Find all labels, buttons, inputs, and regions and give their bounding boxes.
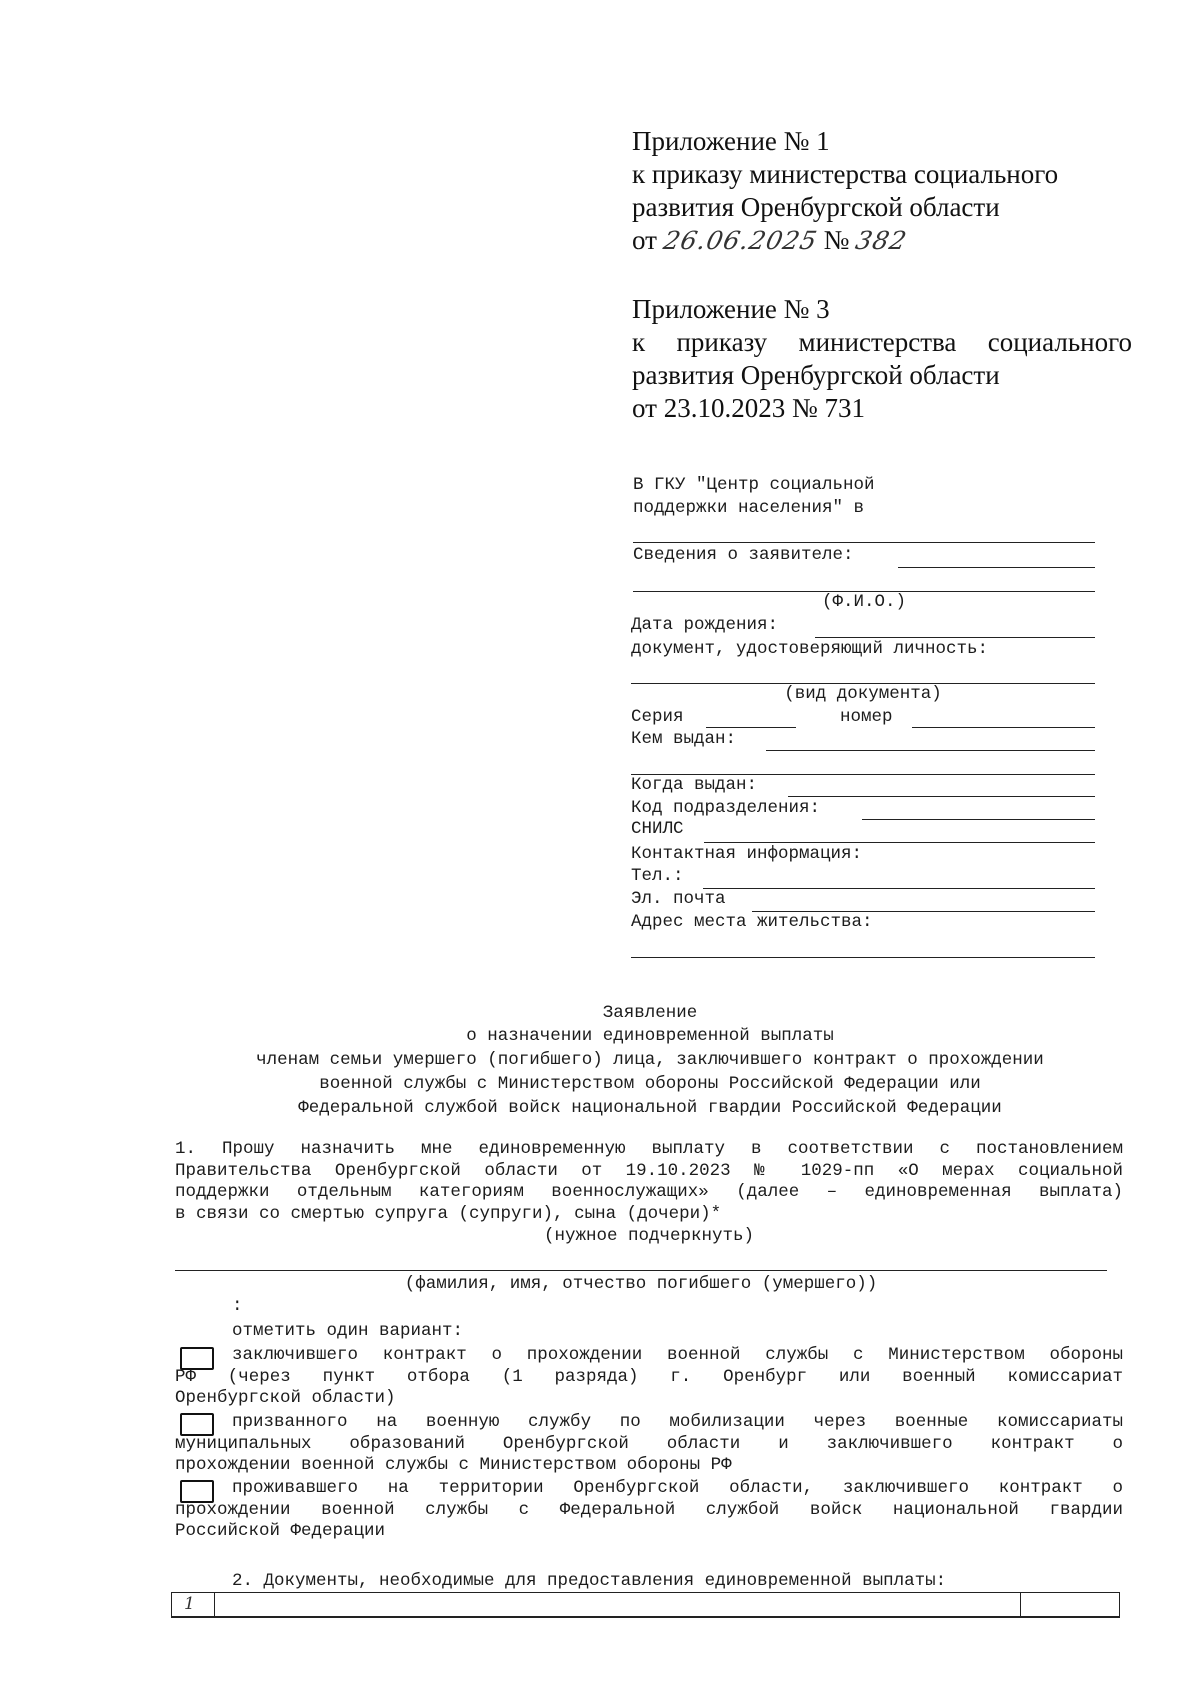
appendix-3-line2: к приказу министерства социального bbox=[632, 327, 1132, 357]
applicant-info-field[interactable] bbox=[898, 567, 1095, 568]
option-3-line: Российской Федерации bbox=[175, 1521, 386, 1541]
appendix-1-date-handwritten: 26.06.2025 bbox=[660, 226, 820, 255]
address-field[interactable] bbox=[631, 957, 1095, 958]
address-label: Адрес места жительства: bbox=[631, 912, 873, 932]
doc-type-caption: (вид документа) bbox=[784, 684, 942, 704]
option-1-line: заключившего контракт о прохождении военной службы с Министерством обороны bbox=[232, 1345, 1123, 1365]
option-3-text bbox=[175, 1478, 1123, 1543]
snils-label: СНИЛС bbox=[631, 819, 684, 839]
item-2-heading: 2. Документы, необходимые для предоставления единовременной выплаты: bbox=[232, 1571, 947, 1591]
appendix-1-no: № bbox=[823, 225, 850, 255]
appendix-1-title: Приложение № 1 bbox=[632, 126, 830, 156]
series-label: Серия bbox=[631, 707, 684, 727]
issued-by-field[interactable] bbox=[766, 750, 1095, 751]
fio-caption: (Ф.И.О.) bbox=[821, 592, 906, 612]
number-label: номер bbox=[840, 707, 893, 727]
item-1-line: поддержки отдельным категориям военнослужащих» (далее – единовременная выплата) bbox=[175, 1182, 1123, 1202]
statement-subtitle-2: членам семьи умершего (погибшего) лица, заключившего контракт о прохождении bbox=[256, 1050, 1044, 1070]
appendix-1-date-line bbox=[632, 224, 1058, 257]
recipient-line2: поддержки населения" в bbox=[633, 498, 865, 518]
documents-table-row-number: 1 bbox=[184, 1594, 195, 1614]
option-3-line: прохождении военной службы с Федеральной службой войск национальной гвардии bbox=[175, 1499, 1123, 1520]
issued-by-label: Кем выдан: bbox=[631, 729, 737, 749]
choose-one-label: отметить один вариант: bbox=[232, 1321, 464, 1341]
documents-table-mark-cell[interactable] bbox=[1020, 1593, 1119, 1616]
option-1-line: Оренбургской области) bbox=[175, 1388, 396, 1408]
documents-table-num-cell bbox=[172, 1593, 215, 1616]
documents-table bbox=[171, 1592, 1120, 1618]
statement-subtitle-1: о назначении единовременной выплаты bbox=[466, 1026, 834, 1046]
issued-when-field[interactable] bbox=[788, 796, 1095, 797]
option-2-line: призванного на военную службу по мобилизации через военные комиссариаты bbox=[232, 1412, 1123, 1432]
recipient-underline[interactable] bbox=[633, 542, 1095, 543]
division-code-label: Код подразделения: bbox=[631, 798, 821, 818]
contact-info-label: Контактная информация: bbox=[631, 844, 863, 864]
appendix-1-number-handwritten: 382 bbox=[853, 226, 910, 255]
appendix-1-block bbox=[632, 125, 1058, 257]
phone-field[interactable] bbox=[703, 888, 1095, 889]
appendix-1-line3: развития Оренбургской области bbox=[632, 192, 1000, 222]
appendix-1-line2: к приказу министерства социального bbox=[632, 159, 1059, 189]
underline-note: (нужное подчеркнуть) bbox=[543, 1226, 755, 1246]
birth-date-label: Дата рождения: bbox=[631, 615, 779, 635]
appendix-1-from: от bbox=[632, 225, 657, 255]
option-2-line: муниципальных образований Оренбургской области и заключившего контракт о bbox=[175, 1433, 1123, 1454]
colon-mark: : bbox=[232, 1296, 243, 1316]
item-1-line: 1. Прошу назначить мне единовременную выплату в соответствии с постановлением bbox=[175, 1139, 1123, 1159]
deceased-caption: (фамилия, имя, отчество погибшего (умершего)) bbox=[404, 1274, 878, 1294]
item-1-paragraph bbox=[175, 1139, 1123, 1225]
applicant-info-label: Сведения о заявителе: bbox=[633, 545, 854, 565]
statement-subtitle-3: военной службы с Министерством обороны Российской Федерации или bbox=[319, 1074, 981, 1094]
statement-title: Заявление bbox=[602, 1003, 698, 1023]
number-field[interactable] bbox=[912, 727, 1095, 728]
option-2-line: прохождении военной службы с Министерством обороны РФ bbox=[175, 1455, 732, 1475]
option-1-line: РФ (через пункт отбора (1 разряда) г. Оренбург или военный комиссариат bbox=[175, 1366, 1123, 1387]
id-document-label: документ, удостоверяющий личность: bbox=[631, 639, 989, 659]
item-1-line: в связи со смертью супруга (супруги), сына (дочери)* bbox=[175, 1203, 722, 1224]
appendix-3-line4: от 23.10.2023 № 731 bbox=[632, 393, 865, 423]
item-1-line: Правительства Оренбургской области от 19.10.2023 № 1029-пп «О мерах социальной bbox=[175, 1160, 1123, 1181]
issued-when-label: Когда выдан: bbox=[631, 775, 758, 795]
option-2-text bbox=[175, 1412, 1123, 1477]
appendix-3-line3: развития Оренбургской области bbox=[632, 360, 1000, 390]
appendix-3-title: Приложение № 3 bbox=[632, 294, 830, 324]
phone-label: Тел.: bbox=[631, 866, 684, 886]
statement-subtitle-4: Федеральной службой войск национальной гвардии Российской Федерации bbox=[298, 1098, 1002, 1118]
email-label: Эл. почта bbox=[631, 889, 726, 909]
deceased-name-field[interactable] bbox=[175, 1270, 1107, 1271]
division-code-field[interactable] bbox=[862, 819, 1095, 820]
appendix-3-block bbox=[632, 293, 1132, 425]
option-1-text bbox=[175, 1345, 1123, 1410]
option-3-line: проживавшего на территории Оренбургской области, заключившего контракт о bbox=[232, 1478, 1123, 1498]
recipient-line1: В ГКУ "Центр социальной bbox=[633, 475, 875, 495]
